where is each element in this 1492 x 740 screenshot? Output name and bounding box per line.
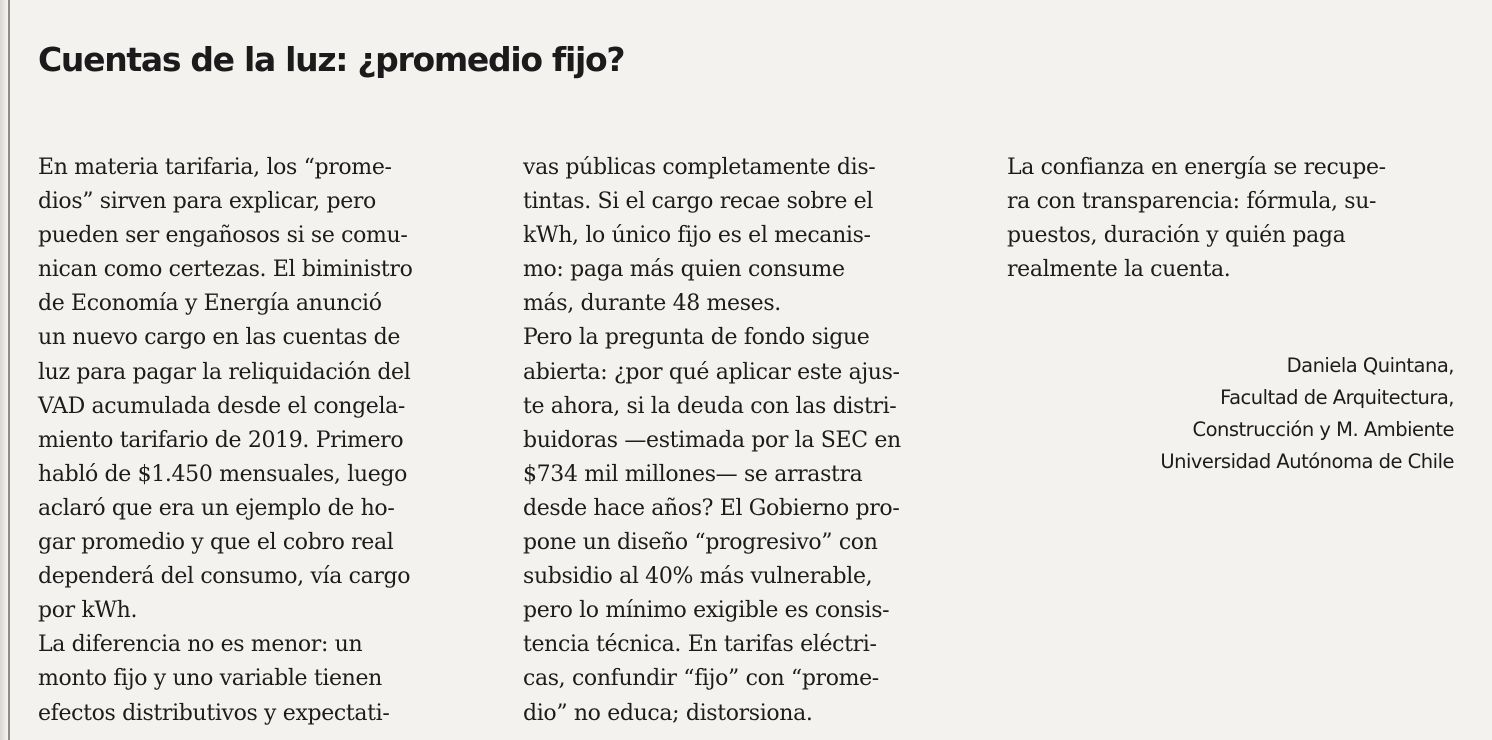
text-line: luz para pagar la reliquidación del xyxy=(38,359,411,385)
text-column-3 xyxy=(1007,151,1386,287)
text-line: miento tarifario de 2019. Primero xyxy=(38,427,404,453)
text-line: monto fijo y uno variable tienen xyxy=(38,666,382,692)
text-line: aclaró que era un ejemplo de ho- xyxy=(38,495,395,521)
text-line: cas, confundir “fijo” con “prome- xyxy=(523,666,879,692)
text-line: buidoras —estimada por la SEC en xyxy=(523,427,901,453)
article-headline: Cuentas de la luz: ¿promedio fijo? xyxy=(38,40,625,79)
text-line: Pero la pregunta de fondo sigue xyxy=(523,325,870,351)
text-line: vas públicas completamente dis- xyxy=(523,155,876,180)
text-line: por kWh. xyxy=(38,598,138,624)
text-line: VAD acumulada desde el congela- xyxy=(38,393,406,419)
text-line: de Economía y Energía anunció xyxy=(38,291,382,317)
text-line: En materia tarifaria, los “prome- xyxy=(38,155,392,180)
text-line: abierta: ¿por qué aplicar este ajus- xyxy=(523,359,900,385)
text-line: un nuevo cargo en las cuentas de xyxy=(38,325,401,351)
text-line: tencia técnica. En tarifas eléctri- xyxy=(523,632,877,658)
author-name: Daniela Quintana, xyxy=(1286,354,1454,377)
text-line: dios” sirven para explicar, pero xyxy=(38,189,376,215)
text-line: mo: paga más quien consume xyxy=(523,257,845,283)
page-edge-shadow xyxy=(0,0,6,740)
text-column-1 xyxy=(38,151,412,731)
text-line: ra con transparencia: fórmula, su- xyxy=(1007,189,1377,215)
column-rule xyxy=(8,0,10,740)
author-department: Construcción y M. Ambiente xyxy=(1192,418,1454,441)
author-signature xyxy=(1160,350,1454,478)
text-line: habló de $1.450 mensuales, luego xyxy=(38,461,408,487)
text-line: nican como certezas. El biministro xyxy=(38,257,413,283)
author-faculty: Facultad de Arquitectura, xyxy=(1220,386,1454,409)
text-line: desde hace años? El Gobierno pro- xyxy=(523,495,900,521)
text-line: $734 mil millones— se arrastra xyxy=(523,461,863,487)
text-line: gar promedio y que el cobro real xyxy=(38,530,394,556)
text-line: más, durante 48 meses. xyxy=(523,291,781,317)
text-line: pero lo mínimo exigible es consis- xyxy=(523,598,890,624)
text-line: La confianza en energía se recupe- xyxy=(1007,155,1386,180)
text-line: dependerá del consumo, vía cargo xyxy=(38,564,411,590)
text-line: La diferencia no es menor: un xyxy=(38,632,363,658)
text-line: dio” no educa; distorsiona. xyxy=(523,700,813,726)
text-line: efectos distributivos y expectati- xyxy=(38,700,390,726)
text-line: tintas. Si el cargo recae sobre el xyxy=(523,189,873,215)
text-line: subsidio al 40% más vulnerable, xyxy=(523,564,873,590)
text-line: realmente la cuenta. xyxy=(1007,257,1231,283)
text-line: kWh, lo único fijo es el mecanis- xyxy=(523,223,871,249)
text-line: pueden ser engañosos si se comu- xyxy=(38,223,408,249)
text-line: te ahora, si la deuda con las distri- xyxy=(523,393,897,419)
author-university: Universidad Autónoma de Chile xyxy=(1160,450,1454,473)
text-line: puestos, duración y quién paga xyxy=(1007,223,1346,249)
text-column-2 xyxy=(523,151,901,731)
text-line: pone un diseño “progresivo” con xyxy=(523,530,878,556)
